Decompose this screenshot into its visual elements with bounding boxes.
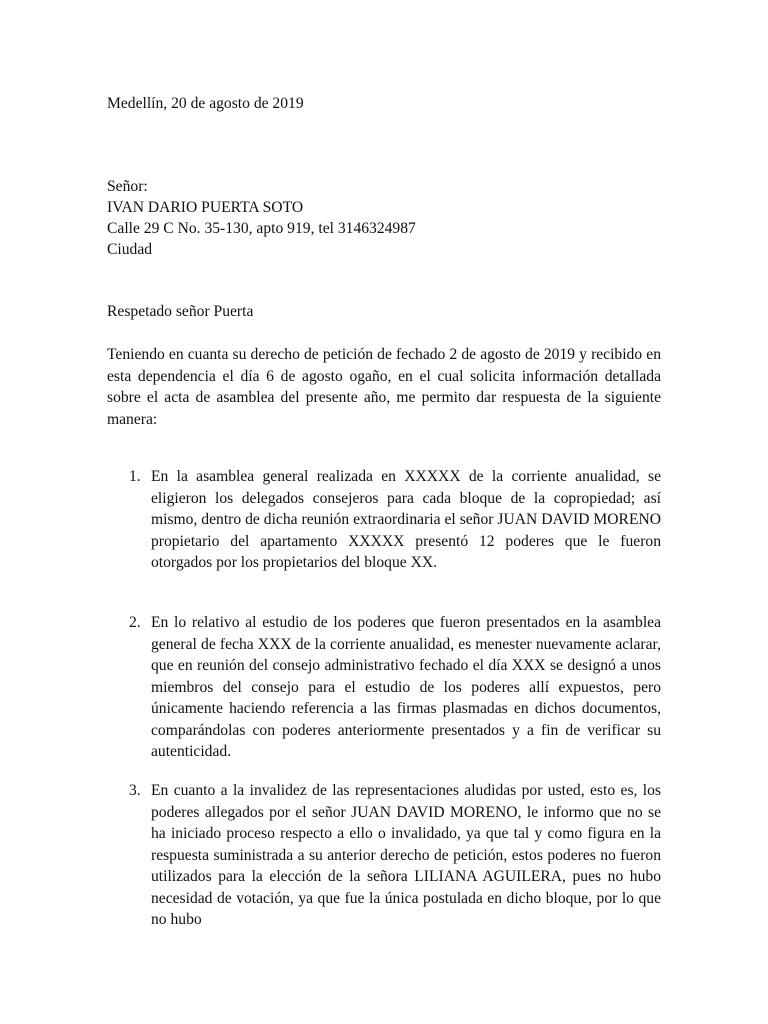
list-item <box>107 612 661 763</box>
numbered-list <box>107 466 661 574</box>
numbered-list <box>107 612 661 763</box>
list-item-number: 2. <box>129 614 141 631</box>
recipient-salutation: Señor: <box>107 178 148 195</box>
list-item-text: En cuanto a la invalidez de las representaciones aludidas por usted, esto es, los poderes allegados por el señor JUAN DAVID MORENO, le informo que no se ha iniciado proceso respecto a ello o invalidado, ya que tal y como figura en la respuesta suministrada a su anterior derecho de petición, estos poderes no fueron utilizados para la elección de la señora LILIANA AGUILERA, pues no hubo necesidad de votación, ya que fue la única postulada en dicho bloque, por lo que no hubo <box>151 782 661 928</box>
list-item-number: 3. <box>129 782 141 799</box>
recipient-address: Calle 29 C No. 35-130, apto 919, tel 3146324987 <box>107 220 416 237</box>
list-item <box>107 780 661 931</box>
recipient-name: IVAN DARIO PUERTA SOTO <box>107 199 304 216</box>
intro-paragraph <box>107 344 661 430</box>
list-item-text: En la asamblea general realizada en XXXXX de la corriente anualidad, se eligieron los delegados consejeros para cada bloque de la copropiedad; así mismo, dentro de dicha reunión extraordinaria el señor JUAN DAVID MORENO propietario del apartamento XXXXX presentó 12 poderes que le fueron otorgados por los propietarios del bloque XX. <box>151 468 661 571</box>
place-date: Medellín, 20 de agosto de 2019 <box>107 95 304 112</box>
list-item-text: En lo relativo al estudio de los poderes que fueron presentados en la asamblea general de fecha XXX de la corriente anualidad, es menester nuevamente aclarar, que en reunión del consejo administrativo fechado el día XXX se designó a unos miembros del consejo para el estudio de los poderes allí expuestos, pero únicamente haciendo referencia a las firmas plasmadas en dichos documentos, comparándolas con poderes anteriormente presentados y a fin de verificar su autenticidad. <box>151 614 661 760</box>
list-item-number: 1. <box>129 468 141 485</box>
numbered-list <box>107 780 661 931</box>
list-item <box>107 466 661 574</box>
recipient-city: Ciudad <box>107 241 153 258</box>
greeting: Respetado señor Puerta <box>107 303 254 320</box>
intro-text: Teniendo en cuanta su derecho de petición de fechado 2 de agosto de 2019 y recibido en esta dependencia el día 6 de agosto ogaño, en el cual solicita información detallada sobre el acta de asamblea del presente año, me permito dar respuesta de la siguiente manera: <box>107 346 661 428</box>
